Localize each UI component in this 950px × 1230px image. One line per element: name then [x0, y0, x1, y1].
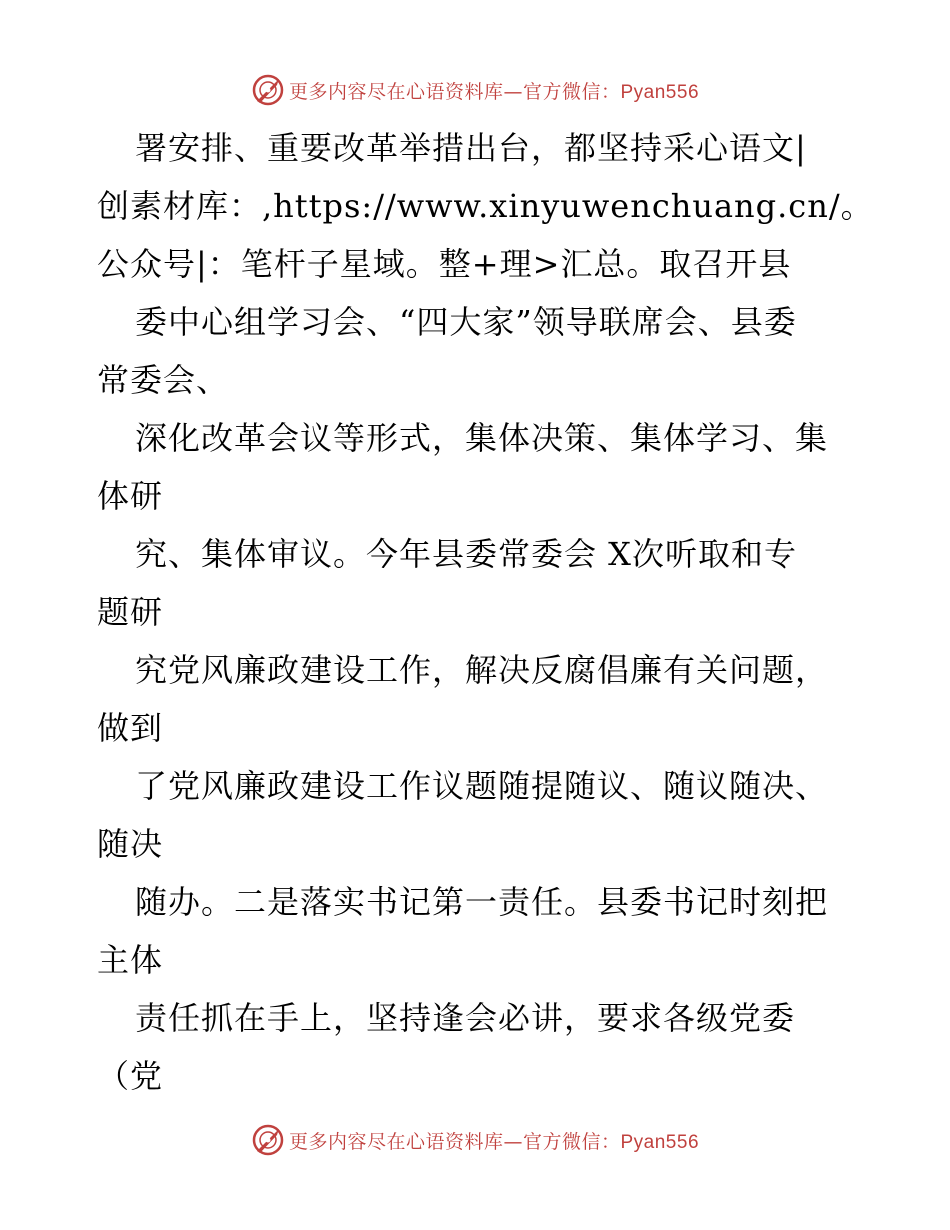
- text-line: 随办。二是落实书记第一责任。县委书记时刻把: [135, 883, 829, 921]
- text-line: 随决: [97, 825, 164, 863]
- footer-banner-text: 更多内容尽在心语资料库—官方微信：Pyan556: [288, 1130, 700, 1153]
- footer-banner: [0, 1120, 950, 1160]
- text-line: 深化改革会议等形式，集体决策、集体学习、集: [135, 419, 829, 457]
- document-body: [0, 118, 950, 1108]
- text-line: 究党风廉政建设工作，解决反腐倡廉有关问题，: [135, 651, 829, 689]
- text-line: 常委会、: [97, 361, 230, 399]
- text-line: 了党风廉政建设工作议题随提随议、随议随决、: [135, 767, 829, 805]
- header-banner-text: 更多内容尽在心语资料库—官方微信：Pyan556: [288, 80, 700, 103]
- text-line: 主体: [97, 941, 164, 979]
- text-line: 做到: [97, 709, 164, 747]
- pen-logo-icon: [251, 73, 285, 107]
- text-line: 责任抓在手上，坚持逢会必讲，要求各级党委: [135, 999, 796, 1037]
- text-line: 公众号|：笔杆子星域。整+理>汇总。取召开县: [97, 245, 792, 283]
- text-line: 体研: [97, 477, 164, 515]
- footer-banner-handle: Pyan556: [620, 1131, 700, 1153]
- text-line: 委中心组学习会、“四大家”领导联席会、县委: [135, 303, 797, 341]
- pen-logo-icon: [251, 1123, 285, 1157]
- header-banner-handle: Pyan556: [620, 81, 700, 103]
- text-line: 题研: [97, 593, 164, 631]
- text-line: （党: [97, 1057, 164, 1095]
- text-line: 究、集体审议。今年县委常委会 X次听取和专: [135, 535, 797, 573]
- header-banner: [0, 70, 950, 110]
- text-line: 创素材库：,https://www.xinyuwenchuang.cn/。: [97, 187, 874, 225]
- text-line: 署安排、重要改革举措出台，都坚持采心语文|: [135, 129, 807, 167]
